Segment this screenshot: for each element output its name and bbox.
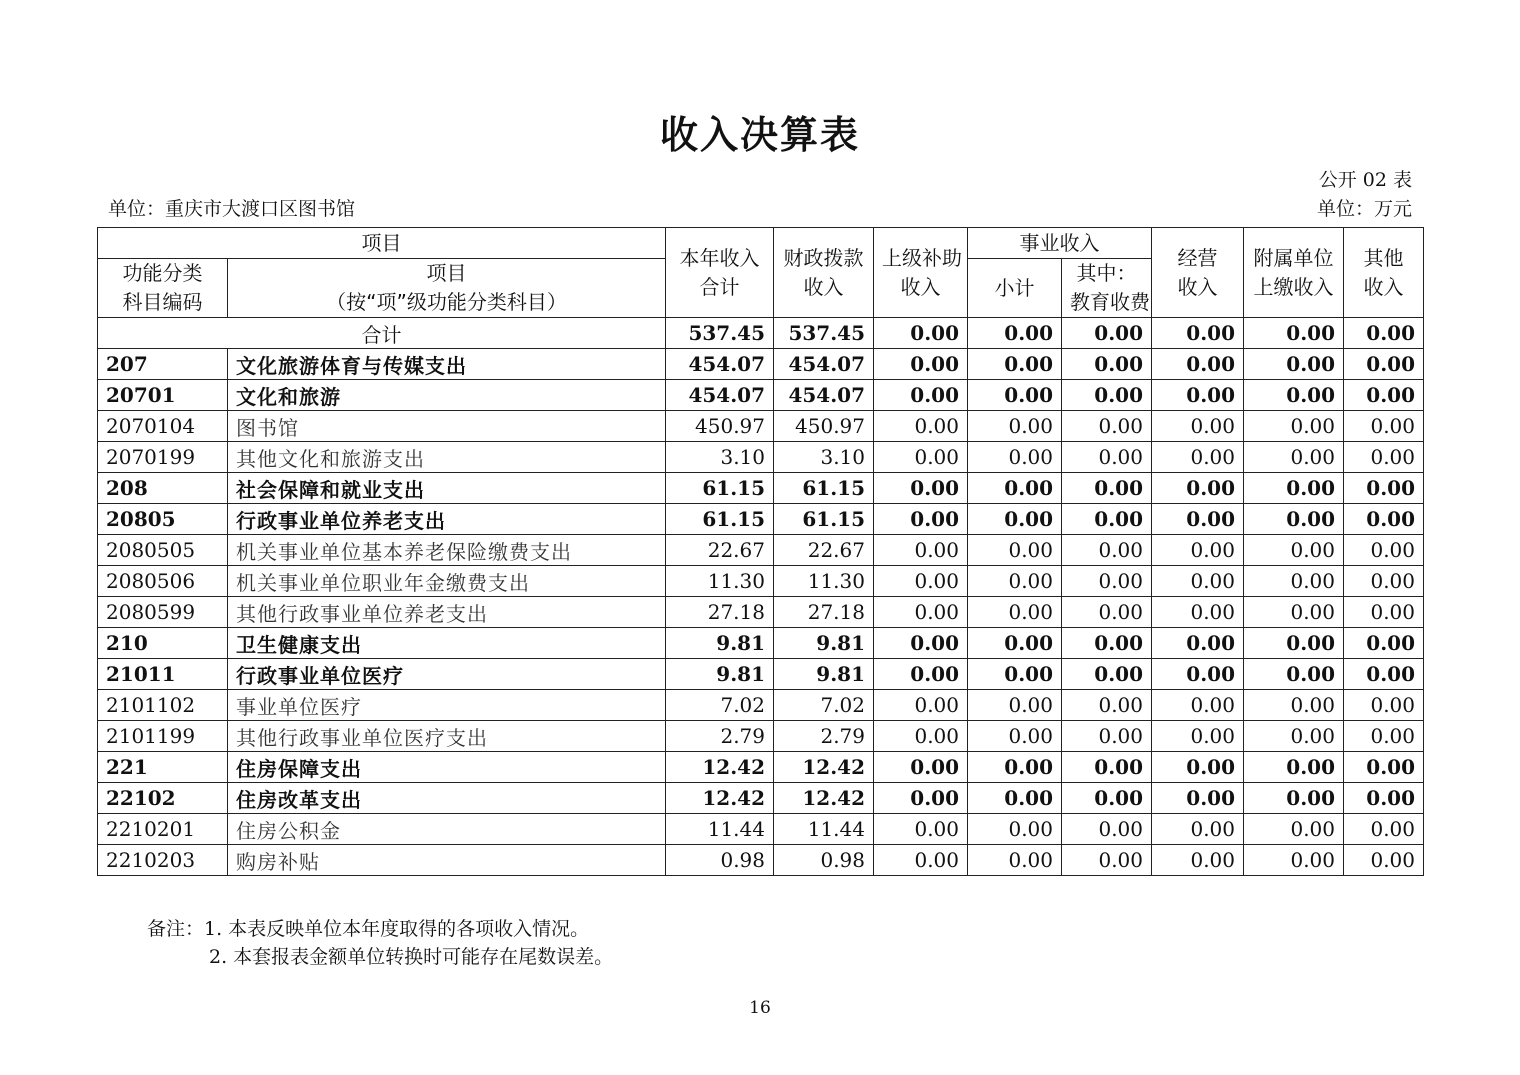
row-value: 0.00 [874,411,968,442]
row-value: 12.42 [666,752,774,783]
table-row [98,659,1424,690]
row-value: 12.42 [666,783,774,814]
row-code: 221 [98,752,228,783]
row-value: 0.00 [1152,752,1244,783]
total-value: 537.45 [774,318,874,349]
row-name: 图书馆 [228,411,666,442]
row-value: 0.00 [1244,380,1344,411]
row-value: 0.00 [968,814,1062,845]
table-row [98,473,1424,504]
row-name: 住房保障支出 [228,752,666,783]
row-value: 0.00 [1244,814,1344,845]
row-value: 0.00 [968,597,1062,628]
page-title: 收入决算表 [659,113,860,157]
row-value: 0.00 [1344,504,1424,535]
row-code: 21011 [98,659,228,690]
row-value: 0.00 [1344,442,1424,473]
row-value: 0.00 [1152,628,1244,659]
row-value: 0.00 [968,473,1062,504]
row-value: 0.00 [1244,690,1344,721]
row-value: 0.00 [1344,659,1424,690]
row-value: 0.00 [1244,721,1344,752]
header-fiscal: 财政拨款 收入 [774,228,874,318]
row-value: 0.00 [1152,411,1244,442]
row-value: 0.00 [1152,597,1244,628]
table-row [98,411,1424,442]
table-row [98,442,1424,473]
row-value: 0.00 [968,566,1062,597]
currency-unit: 单位：万元 [1316,198,1412,220]
row-value: 0.00 [1244,535,1344,566]
row-value: 0.00 [1152,504,1244,535]
row-value: 0.00 [1344,690,1424,721]
note-line-2: 2. 本套报表金额单位转换时可能存在尾数误差。 [209,946,614,968]
row-value: 0.00 [1152,380,1244,411]
row-value: 0.00 [1344,380,1424,411]
row-value: 0.00 [874,659,968,690]
row-value: 27.18 [666,597,774,628]
row-value: 0.00 [1062,628,1152,659]
row-value: 0.00 [1152,473,1244,504]
row-value: 0.00 [968,504,1062,535]
table-row [98,814,1424,845]
row-value: 0.00 [968,752,1062,783]
total-value: 0.00 [968,318,1062,349]
row-value: 0.00 [874,535,968,566]
table-row [98,380,1424,411]
row-value: 0.00 [1244,473,1344,504]
row-value: 0.00 [968,535,1062,566]
row-value: 0.00 [1344,628,1424,659]
row-code: 2210201 [98,814,228,845]
row-value: 0.00 [1152,535,1244,566]
row-value: 0.00 [874,628,968,659]
header-affiliated: 附属单位 上缴收入 [1244,228,1344,318]
row-value: 0.00 [1062,566,1152,597]
row-value: 0.00 [1244,628,1344,659]
row-code: 2080505 [98,535,228,566]
row-value: 0.00 [1344,349,1424,380]
row-name: 行政事业单位医疗 [228,659,666,690]
row-value: 0.00 [1344,535,1424,566]
row-value: 7.02 [774,690,874,721]
row-name: 文化和旅游 [228,380,666,411]
row-value: 22.67 [666,535,774,566]
row-value: 0.00 [968,783,1062,814]
total-row [98,318,1424,349]
row-name: 机关事业单位基本养老保险缴费支出 [228,535,666,566]
row-value: 454.07 [666,380,774,411]
row-value: 0.00 [968,380,1062,411]
row-value: 11.44 [666,814,774,845]
row-value: 61.15 [774,504,874,535]
table-row [98,721,1424,752]
table-row [98,783,1424,814]
row-value: 0.98 [774,845,874,876]
row-value: 0.00 [1062,783,1152,814]
notes [147,915,613,971]
row-value: 0.00 [1152,783,1244,814]
form-number: 公开 02 表 [1318,169,1412,191]
row-value: 0.00 [968,845,1062,876]
row-value: 0.00 [1344,473,1424,504]
header-name: 项目 （按“项”级功能分类科目） [228,259,666,318]
row-value: 0.00 [968,442,1062,473]
row-value: 0.00 [1152,845,1244,876]
row-value: 12.42 [774,752,874,783]
row-value: 0.00 [1344,721,1424,752]
organization-unit: 单位：重庆市大渡口区图书馆 [108,198,356,220]
row-code: 210 [98,628,228,659]
row-value: 0.00 [1152,566,1244,597]
row-value: 0.00 [1244,752,1344,783]
page-number: 16 [749,998,771,1018]
row-value: 61.15 [666,504,774,535]
row-value: 0.00 [1344,566,1424,597]
row-value: 0.00 [1062,752,1152,783]
row-value: 450.97 [666,411,774,442]
row-value: 0.98 [666,845,774,876]
row-value: 0.00 [968,628,1062,659]
row-value: 0.00 [1152,349,1244,380]
row-value: 0.00 [1062,690,1152,721]
row-value: 0.00 [1062,597,1152,628]
header-code: 功能分类 科目编码 [98,259,228,318]
header-item: 项目 [98,228,666,259]
header-total: 本年收入 合计 [666,228,774,318]
row-value: 0.00 [1152,721,1244,752]
table-row [98,349,1424,380]
total-value: 0.00 [874,318,968,349]
row-value: 0.00 [1152,814,1244,845]
row-value: 11.30 [666,566,774,597]
row-name: 住房公积金 [228,814,666,845]
row-value: 0.00 [1244,783,1344,814]
row-code: 208 [98,473,228,504]
row-code: 2101199 [98,721,228,752]
row-value: 61.15 [666,473,774,504]
row-value: 7.02 [666,690,774,721]
table-row [98,690,1424,721]
row-value: 0.00 [874,814,968,845]
row-value: 0.00 [1062,504,1152,535]
row-code: 22102 [98,783,228,814]
header-subtotal: 小计 [968,259,1062,318]
table-row [98,845,1424,876]
row-value: 22.67 [774,535,874,566]
row-value: 0.00 [1244,504,1344,535]
row-value: 0.00 [1344,597,1424,628]
total-label: 合计 [98,318,666,349]
row-value: 0.00 [874,845,968,876]
row-value: 0.00 [874,752,968,783]
row-value: 0.00 [874,349,968,380]
row-value: 0.00 [1062,659,1152,690]
row-value: 0.00 [1344,411,1424,442]
row-value: 0.00 [874,442,968,473]
row-value: 9.81 [666,659,774,690]
row-name: 文化旅游体育与传媒支出 [228,349,666,380]
note-line-1: 备注：1. 本表反映单位本年度取得的各项收入情况。 [147,918,590,940]
row-value: 0.00 [1344,783,1424,814]
row-value: 0.00 [874,597,968,628]
row-code: 2070104 [98,411,228,442]
row-value: 450.97 [774,411,874,442]
total-value: 0.00 [1344,318,1424,349]
row-value: 0.00 [1062,721,1152,752]
row-code: 2101102 [98,690,228,721]
row-value: 0.00 [1062,473,1152,504]
row-value: 0.00 [1062,442,1152,473]
row-value: 0.00 [1244,349,1344,380]
income-table [97,227,1424,876]
row-value: 0.00 [1062,380,1152,411]
table-row [98,504,1424,535]
row-value: 2.79 [666,721,774,752]
row-value: 9.81 [666,628,774,659]
row-value: 0.00 [1152,442,1244,473]
row-value: 0.00 [1152,659,1244,690]
row-value: 0.00 [1244,411,1344,442]
row-value: 9.81 [774,628,874,659]
row-value: 12.42 [774,783,874,814]
row-value: 0.00 [874,473,968,504]
row-code: 207 [98,349,228,380]
row-value: 27.18 [774,597,874,628]
total-value: 0.00 [1152,318,1244,349]
row-value: 0.00 [968,349,1062,380]
row-name: 购房补贴 [228,845,666,876]
row-value: 0.00 [968,721,1062,752]
row-name: 机关事业单位职业年金缴费支出 [228,566,666,597]
row-value: 0.00 [1062,349,1152,380]
row-value: 0.00 [1244,659,1344,690]
row-value: 454.07 [774,380,874,411]
header-operating: 经营 收入 [1152,228,1244,318]
row-code: 2080599 [98,597,228,628]
row-code: 2070199 [98,442,228,473]
row-name: 社会保障和就业支出 [228,473,666,504]
row-value: 0.00 [1244,566,1344,597]
row-name: 住房改革支出 [228,783,666,814]
row-name: 其他行政事业单位养老支出 [228,597,666,628]
row-name: 行政事业单位养老支出 [228,504,666,535]
row-code: 2210203 [98,845,228,876]
row-value: 454.07 [666,349,774,380]
row-value: 0.00 [1062,535,1152,566]
row-value: 0.00 [874,380,968,411]
row-value: 0.00 [1344,845,1424,876]
table-row [98,628,1424,659]
table-row [98,566,1424,597]
row-value: 3.10 [666,442,774,473]
row-value: 0.00 [1344,814,1424,845]
row-code: 20701 [98,380,228,411]
header-business: 事业收入 [968,228,1152,259]
row-value: 0.00 [968,411,1062,442]
header-superior: 上级补助 收入 [874,228,968,318]
row-value: 0.00 [1244,845,1344,876]
row-value: 0.00 [1152,690,1244,721]
header-education-fee: 其中： 教育收费 [1062,259,1152,318]
table-row [98,597,1424,628]
total-value: 537.45 [666,318,774,349]
header-other: 其他 收入 [1344,228,1424,318]
table-row [98,535,1424,566]
row-value: 2.79 [774,721,874,752]
row-value: 61.15 [774,473,874,504]
row-code: 2080506 [98,566,228,597]
row-value: 9.81 [774,659,874,690]
row-value: 0.00 [874,721,968,752]
row-value: 0.00 [874,566,968,597]
row-value: 0.00 [968,659,1062,690]
row-value: 11.44 [774,814,874,845]
row-name: 其他文化和旅游支出 [228,442,666,473]
row-value: 11.30 [774,566,874,597]
row-name: 事业单位医疗 [228,690,666,721]
row-value: 0.00 [968,690,1062,721]
row-value: 0.00 [874,504,968,535]
row-value: 0.00 [1344,752,1424,783]
total-value: 0.00 [1062,318,1152,349]
row-value: 0.00 [1244,442,1344,473]
row-value: 0.00 [1062,845,1152,876]
row-value: 0.00 [874,690,968,721]
row-name: 其他行政事业单位医疗支出 [228,721,666,752]
row-value: 0.00 [874,783,968,814]
row-value: 454.07 [774,349,874,380]
row-value: 0.00 [1062,411,1152,442]
row-value: 3.10 [774,442,874,473]
row-code: 20805 [98,504,228,535]
total-value: 0.00 [1244,318,1344,349]
row-value: 0.00 [1244,597,1344,628]
table-row [98,752,1424,783]
row-name: 卫生健康支出 [228,628,666,659]
row-value: 0.00 [1062,814,1152,845]
